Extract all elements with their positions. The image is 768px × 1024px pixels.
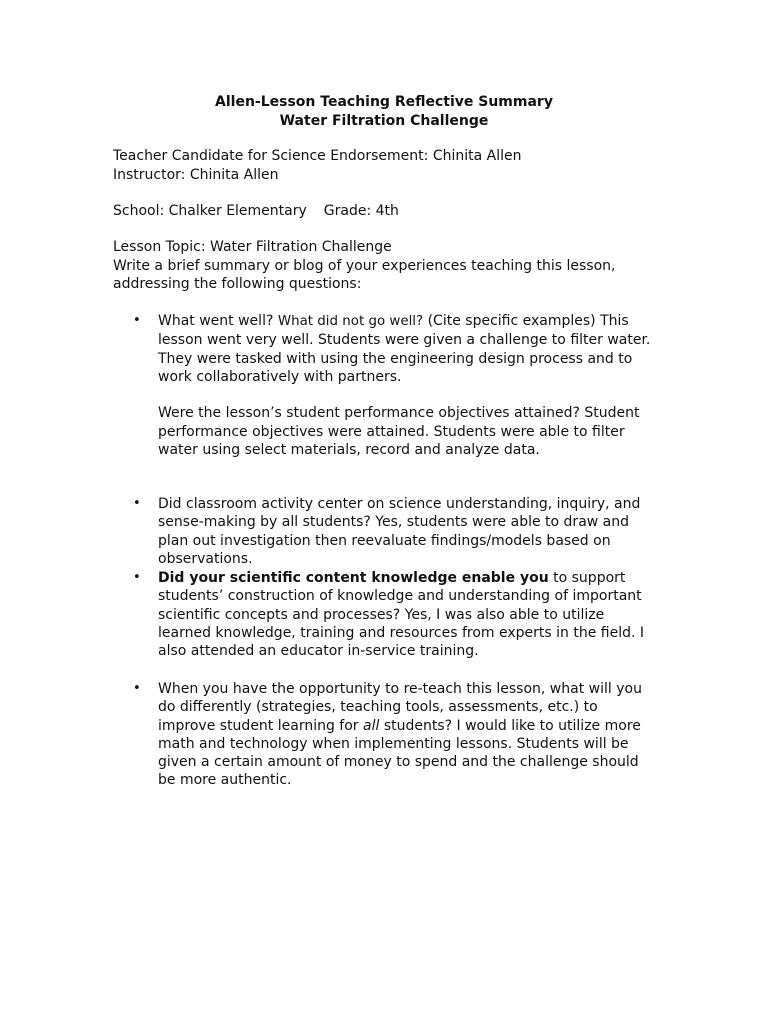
bullet-3-text bbox=[158, 569, 658, 660]
bullet-4-after: students? I would like to utilize more math and technology when implementing lessons. Students will be given a certain amount of money to spend and the challenge should be more authentic. bbox=[158, 717, 641, 789]
bullet-item-4 bbox=[158, 680, 658, 790]
teacher-candidate-line: Teacher Candidate for Science Endorsement: Chinita Allen bbox=[113, 148, 522, 164]
bullet-marker: • bbox=[133, 570, 141, 585]
bullet-4-italic: all bbox=[363, 717, 380, 734]
bullet-3-bold-lead: Did your scientific content knowledge enable you bbox=[158, 570, 549, 586]
document-title: Allen-Lesson Teaching Reflective Summary bbox=[215, 94, 553, 110]
prompt-line-2: addressing the following questions: bbox=[113, 276, 362, 292]
bullet-4-before: When you have the opportunity to re-teach this lesson, what will you do differently (strategies, teaching tools, assessments, etc.) to improve student learning for bbox=[158, 681, 642, 734]
prompt-line-1: Write a brief summary or blog of your experiences teaching this lesson, bbox=[113, 257, 616, 274]
bullet-3-rest: to support students’ construction of knowledge and understanding of important scientific concepts and processes? Yes, I was also able to utilize learned knowledge, training and resources from experts in the field. I also attended an educator in-service training. bbox=[158, 570, 645, 660]
bullet-1-question-answer bbox=[158, 312, 658, 386]
bullet-1-answer: This lesson went very well. Students were given a challenge to filter water. They were tasked with using the engineering design process and to work collaboratively with partners. bbox=[158, 313, 651, 385]
bullet-1-question-start: What went well? bbox=[158, 313, 278, 329]
bullet-4-text bbox=[158, 680, 658, 790]
bullet-1-question-end: (Cite specific examples) bbox=[423, 313, 596, 329]
bullet-item-1 bbox=[158, 312, 658, 459]
bullet-1-question-middle: What did not go well? bbox=[277, 314, 424, 329]
school-grade-line bbox=[113, 202, 399, 220]
bullet-marker: • bbox=[133, 313, 141, 328]
school-label: School: Chalker Elementary bbox=[113, 203, 307, 219]
bullet-item-3 bbox=[158, 569, 658, 660]
bullet-marker: • bbox=[133, 496, 141, 511]
instructor-line: Instructor: Chinita Allen bbox=[113, 166, 279, 183]
bullet-item-2 bbox=[158, 495, 658, 568]
bullet-1-followup: Were the lesson’s student performance objectives attained? Student performance objectives were attained. Students were able to filter water using select materials, record and analyze data. bbox=[158, 405, 640, 459]
lesson-topic-line: Lesson Topic: Water Filtration Challenge bbox=[113, 239, 392, 255]
bullet-marker: • bbox=[133, 681, 141, 696]
grade-label: Grade: 4th bbox=[323, 203, 399, 219]
document-subtitle: Water Filtration Challenge bbox=[279, 112, 489, 129]
title-block bbox=[0, 93, 768, 130]
bullet-2-text: Did classroom activity center on science understanding, inquiry, and sense-making by all students? Yes, students were able to draw and plan out investigation then reevaluate findings/models based on observations. bbox=[158, 496, 641, 567]
